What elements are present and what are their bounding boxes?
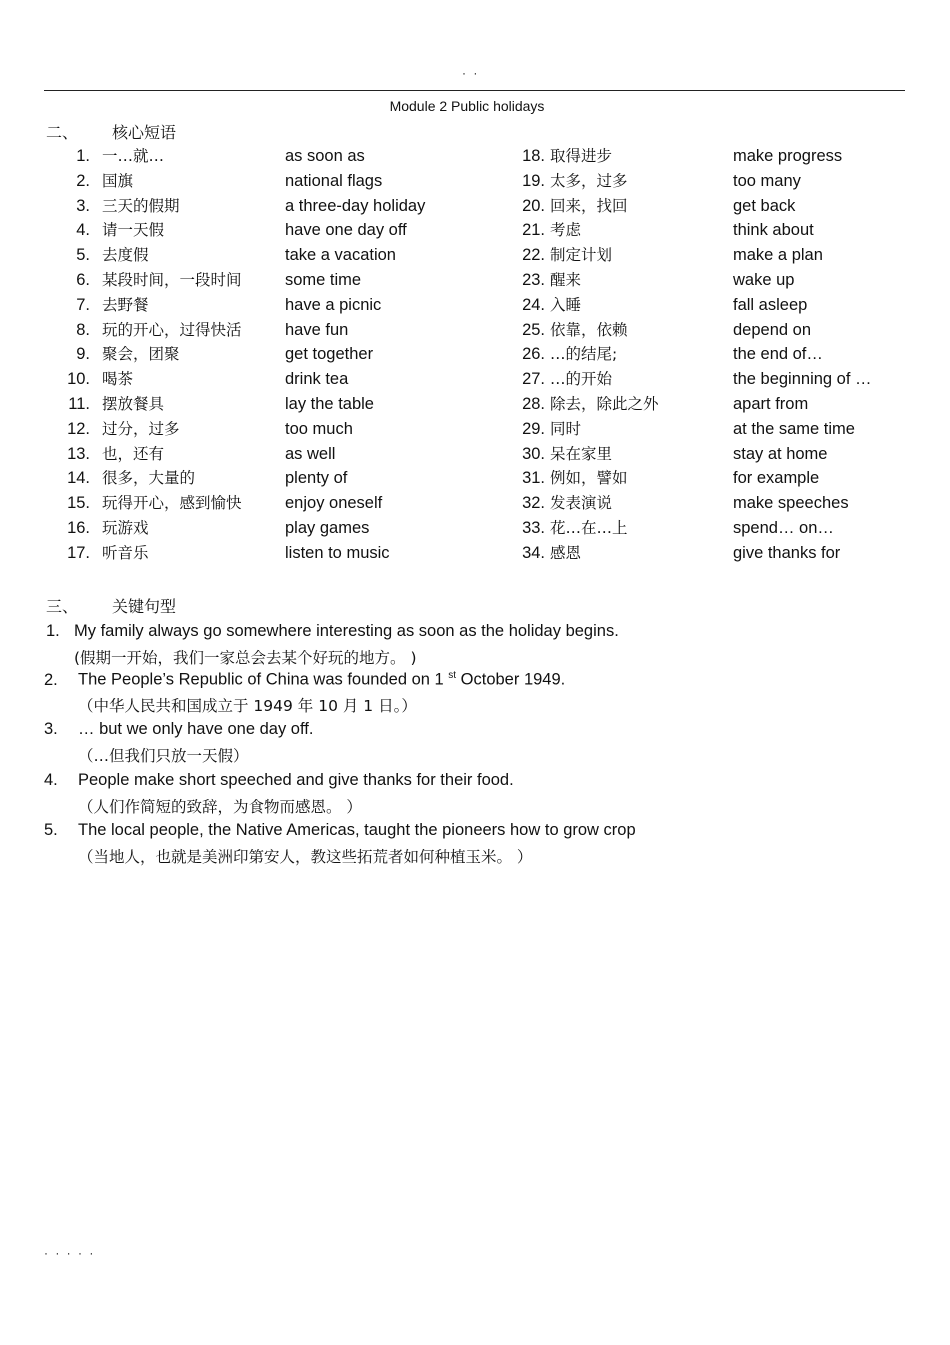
phrase-english: too much [285, 419, 353, 438]
phrase-chinese: 花…在…上 [550, 519, 628, 537]
phrase-number: 25. [522, 320, 545, 339]
phrase-chinese: 玩的开心，过得快活 [102, 320, 242, 339]
section-title: 核心短语 [112, 123, 177, 142]
phrase-english: the beginning of … [733, 370, 872, 389]
phrase-english: get together [285, 345, 374, 364]
sentence-item [44, 771, 514, 816]
phrase-chinese: 也，还有 [102, 444, 165, 463]
phrase-chinese: 去野餐 [102, 295, 149, 314]
phrase-chinese: 玩得开心，感到愉快 [102, 494, 242, 513]
phrase-row [0, 367, 950, 392]
sentence-number: 5. [44, 821, 58, 839]
section-number: 二、 [46, 123, 79, 142]
phrase-number: 27. [522, 370, 545, 389]
phrase-english: listen to music [285, 543, 390, 562]
phrase-row [0, 491, 950, 516]
phrase-number: 9. [76, 345, 90, 364]
phrase-number: 15. [67, 494, 90, 513]
phrase-english: lay the table [285, 395, 374, 413]
ordinal-suffix: st [448, 670, 457, 681]
section-heading-phrases [46, 120, 176, 143]
sentence-text: People make short speeched and give thanks for their food. [78, 771, 514, 789]
sentence-item [46, 622, 619, 667]
phrase-english: make a plan [733, 246, 823, 265]
phrase-chinese: 玩游戏 [102, 519, 149, 537]
phrase-number: 30. [522, 444, 545, 463]
phrase-row [0, 466, 950, 491]
phrase-row [0, 417, 950, 442]
phrase-english: have a picnic [285, 295, 382, 314]
phrase-english: some time [285, 271, 362, 289]
phrase-number: 13. [67, 444, 90, 463]
phrase-chinese: 例如，譬如 [550, 469, 628, 488]
phrase-number: 3. [76, 196, 90, 215]
phrase-row [0, 169, 950, 194]
phrase-english: a three-day holiday [285, 196, 426, 215]
sentence-text: The local people, the Native Americas, taught the pioneers how to grow crop [78, 821, 636, 839]
phrase-chinese: 发表演说 [550, 494, 613, 513]
phrase-number: 17. [67, 543, 90, 562]
phrase-number: 12. [67, 419, 90, 438]
section-number: 三、 [46, 597, 79, 616]
phrase-chinese: 某段时间，一段时间 [102, 271, 242, 289]
phrase-english: apart from [733, 395, 809, 413]
phrase-number: 2. [76, 171, 90, 190]
phrase-chinese: 很多，大量的 [102, 469, 196, 488]
phrase-chinese: 依靠，依赖 [550, 320, 628, 339]
phrase-chinese: 三天的假期 [102, 196, 180, 215]
phrase-english: depend on [733, 320, 811, 339]
phrase-number: 20. [522, 196, 545, 215]
phrase-number: 18. [522, 147, 545, 165]
phrase-row [0, 342, 950, 367]
phrase-row [0, 268, 950, 293]
phrase-english: play games [285, 519, 370, 537]
sentence-item [44, 720, 314, 765]
phrase-row [0, 442, 950, 467]
phrase-row [0, 516, 950, 541]
phrase-chinese: 回来，找回 [550, 196, 628, 215]
sentence-number: 1. [46, 622, 60, 640]
phrase-number: 11. [68, 395, 90, 413]
phrase-row [0, 318, 950, 343]
phrase-english: get back [733, 196, 796, 215]
phrase-chinese: 喝茶 [102, 370, 134, 389]
phrase-chinese: 考虑 [550, 221, 582, 240]
sentence-text: … but we only have one day off. [78, 720, 314, 738]
phrase-row [0, 194, 950, 219]
phrase-english: as well [285, 444, 336, 463]
phrase-number: 10. [67, 370, 90, 389]
header-rule [44, 90, 905, 91]
phrase-chinese: 入睡 [550, 295, 582, 314]
header-dots: · · [462, 66, 480, 80]
phrase-row [0, 243, 950, 268]
phrase-row [0, 293, 950, 318]
phrase-number: 32. [522, 494, 545, 513]
phrase-chinese: …的结尾; [550, 345, 618, 364]
phrase-chinese: …的开始 [550, 370, 613, 389]
phrase-english: make speeches [733, 494, 849, 513]
sentence-text-end: October 1949. [456, 670, 566, 689]
phrase-chinese: 听音乐 [102, 543, 149, 562]
phrase-number: 24. [522, 295, 545, 314]
phrase-english: have fun [285, 320, 349, 339]
phrase-number: 16. [67, 519, 90, 537]
phrase-number: 7. [76, 295, 90, 314]
sentence-item [44, 670, 566, 715]
phrase-chinese: 呆在家里 [550, 444, 613, 463]
phrase-number: 6. [76, 271, 90, 289]
phrase-number: 26. [522, 345, 545, 364]
sentence-item [44, 821, 636, 866]
section-heading-sentences [46, 594, 176, 617]
phrase-number: 34. [522, 543, 545, 562]
phrase-row [0, 392, 950, 417]
sentence-translation: （人们作简短的致辞，为食物而感恩。 ） [78, 798, 362, 816]
phrase-english: stay at home [733, 444, 828, 463]
phrase-number: 21. [522, 221, 545, 240]
phrase-english: have one day off [285, 221, 407, 240]
phrase-row [0, 144, 950, 169]
phrase-english: drink tea [285, 370, 349, 389]
sentence-translation: （中华人民共和国成立于 1949 年 10 月 1 日。） [78, 697, 417, 715]
phrase-english: too many [733, 171, 801, 190]
phrase-number: 14. [67, 469, 90, 488]
phrase-english: as soon as [285, 147, 365, 165]
phrase-chinese: 取得进步 [550, 147, 613, 165]
phrase-english: give thanks for [733, 543, 841, 562]
phrase-number: 5. [76, 246, 90, 265]
phrase-chinese: 请一天假 [102, 221, 165, 240]
page-title: Module 2 Public holidays [389, 98, 545, 114]
phrase-english: wake up [733, 271, 795, 289]
phrase-english: national flags [285, 171, 383, 190]
phrase-english: the end of… [733, 345, 823, 364]
phrase-chinese: 过分，过多 [102, 419, 180, 438]
footer-dots: · · · · · [44, 1246, 96, 1260]
phrase-row [0, 218, 950, 243]
phrase-english: fall asleep [733, 295, 808, 314]
phrase-chinese: 制定计划 [550, 246, 613, 265]
phrase-number: 1. [76, 147, 90, 165]
sentence-text: My family always go somewhere interesting as soon as the holiday begins. [74, 622, 619, 640]
phrase-chinese: 醒来 [550, 271, 582, 289]
phrase-number: 8. [76, 320, 90, 339]
sentence-text: The People’s Republic of China was founded on 1 [78, 670, 444, 689]
phrase-number: 23. [522, 271, 545, 289]
phrase-english: make progress [733, 147, 843, 165]
phrase-chinese: 感恩 [550, 543, 582, 562]
phrase-english: take a vacation [285, 246, 396, 265]
phrase-number: 33. [522, 519, 545, 537]
phrase-number: 4. [76, 221, 90, 240]
sentence-translation: (假期一开始，我们一家总会去某个好玩的地方。 ) [74, 649, 417, 667]
phrase-english: at the same time [733, 419, 855, 438]
phrase-number: 19. [522, 171, 545, 190]
phrase-chinese: 聚会，团聚 [102, 345, 180, 364]
sentence-number: 3. [44, 720, 58, 738]
phrase-english: enjoy oneself [285, 494, 383, 513]
phrase-row [0, 541, 950, 566]
phrase-number: 28. [522, 395, 545, 413]
phrase-number: 29. [522, 419, 545, 438]
phrase-chinese: 除去，除此之外 [550, 395, 659, 413]
phrase-chinese: 同时 [550, 419, 582, 438]
phrase-chinese: 一…就… [102, 147, 165, 165]
phrase-chinese: 太多，过多 [550, 171, 628, 190]
phrase-english: plenty of [285, 469, 348, 488]
phrase-english: think about [733, 221, 814, 240]
sentence-number: 2. [44, 670, 58, 689]
sentence-translation: （当地人，也就是美洲印第安人，教这些拓荒者如何种植玉米。 ） [78, 848, 533, 866]
section-title: 关键句型 [112, 597, 177, 616]
phrase-chinese: 去度假 [102, 246, 149, 265]
phrase-english: spend… on… [733, 519, 834, 537]
phrase-number: 31. [522, 469, 545, 488]
sentence-number: 4. [44, 771, 58, 789]
phrase-english: for example [733, 469, 820, 488]
phrase-chinese: 国旗 [102, 171, 134, 190]
phrase-chinese: 摆放餐具 [102, 395, 165, 413]
sentence-translation: （…但我们只放一天假） [78, 747, 249, 765]
phrase-number: 22. [522, 246, 545, 265]
